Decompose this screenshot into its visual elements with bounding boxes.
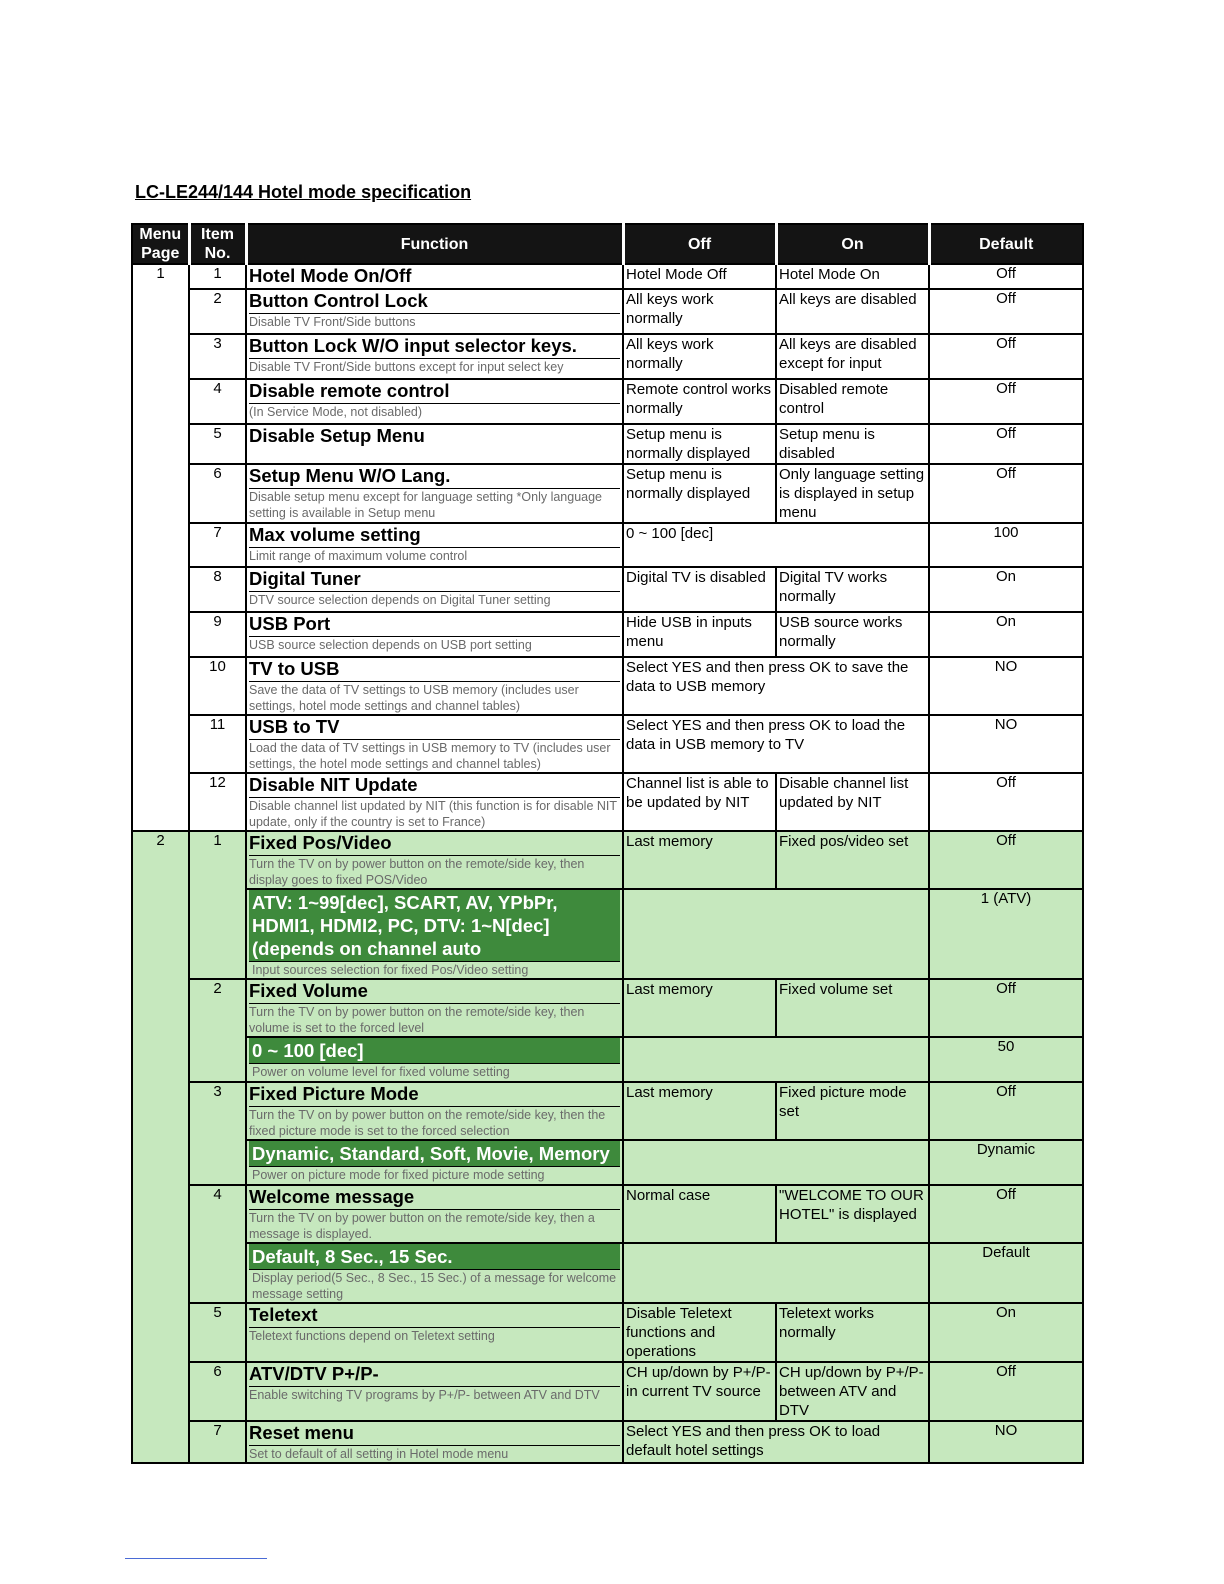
function-title: Max volume setting (249, 524, 620, 548)
function-description: (In Service Mode, not disabled) (249, 405, 423, 419)
action-value: Select YES and then press OK to load default hotel settings (623, 1421, 929, 1463)
default-value: Default (929, 1243, 1083, 1303)
table-row (132, 657, 1083, 715)
empty-cell (623, 1140, 929, 1185)
range-value: 0 ~ 100 [dec] (623, 523, 929, 567)
off-value: Normal case (623, 1185, 776, 1243)
function-cell (246, 379, 623, 424)
function-title: Fixed Volume (249, 980, 620, 1004)
default-value: Off (929, 1185, 1083, 1243)
off-value: Disable Teletext functions and operations (623, 1303, 776, 1362)
header-item-no: Item No. (189, 224, 246, 264)
off-value: CH up/down by P+/P- in current TV source (623, 1362, 776, 1421)
function-cell (246, 1243, 623, 1303)
item-number: 1 (189, 264, 246, 289)
function-cell (246, 424, 623, 464)
function-description: Turn the TV on by power button on the remote/side key, then volume is set to the forced level (249, 1005, 585, 1035)
header-on: On (776, 224, 929, 264)
function-title: Teletext (249, 1304, 620, 1328)
function-cell (246, 715, 623, 773)
function-cell (246, 1082, 623, 1140)
function-cell (246, 657, 623, 715)
function-description: Power on picture mode for fixed picture mode setting (249, 1167, 620, 1183)
table-row (132, 1185, 1083, 1243)
function-cell (246, 567, 623, 612)
off-value: Last memory (623, 1082, 776, 1140)
on-value: Disable channel list updated by NIT (776, 773, 929, 831)
function-title: TV to USB (249, 658, 620, 682)
table-row (132, 1082, 1083, 1140)
function-description: Disable TV Front/Side buttons (249, 315, 416, 329)
table-row (132, 379, 1083, 424)
on-value: Hotel Mode On (776, 264, 929, 289)
default-value: Off (929, 379, 1083, 424)
function-description: Disable TV Front/Side buttons except for input select key (249, 360, 564, 374)
table-row (132, 979, 1083, 1037)
table-row (132, 1303, 1083, 1362)
default-value: 50 (929, 1037, 1083, 1082)
on-value: Only language setting is displayed in setup menu (776, 464, 929, 523)
default-value: NO (929, 715, 1083, 773)
default-value: NO (929, 1421, 1083, 1463)
header-default: Default (929, 224, 1083, 264)
function-title: Welcome message (249, 1186, 620, 1210)
on-value: CH up/down by P+/P- between ATV and DTV (776, 1362, 929, 1421)
default-value: Dynamic (929, 1140, 1083, 1185)
on-value: Setup menu is disabled (776, 424, 929, 464)
setting-options: Dynamic, Standard, Soft, Movie, Memory (249, 1141, 620, 1167)
function-description: Load the data of TV settings in USB memory to TV (includes user settings, the hotel mode settings and channel tables) (249, 741, 611, 771)
item-number: 6 (189, 1362, 246, 1421)
function-cell (246, 1185, 623, 1243)
function-description: Display period(5 Sec., 8 Sec., 15 Sec.) of a message for welcome message setting (249, 1270, 620, 1302)
on-value: Fixed pos/video set (776, 831, 929, 889)
header-function: Function (246, 224, 623, 264)
header-off: Off (623, 224, 776, 264)
off-value: All keys work normally (623, 289, 776, 334)
function-cell (246, 334, 623, 379)
item-number: 12 (189, 773, 246, 831)
off-value: Last memory (623, 831, 776, 889)
item-number: 2 (189, 979, 246, 1082)
default-value: Off (929, 264, 1083, 289)
function-title: USB to TV (249, 716, 620, 740)
function-cell (246, 1362, 623, 1421)
empty-cell (623, 1037, 929, 1082)
on-value: Disabled remote control (776, 379, 929, 424)
table-row (132, 1421, 1083, 1463)
off-value: Setup menu is normally displayed (623, 424, 776, 464)
function-title: Disable NIT Update (249, 774, 620, 798)
default-value: Off (929, 289, 1083, 334)
off-value: Remote control works normally (623, 379, 776, 424)
table-row (132, 424, 1083, 464)
default-value: On (929, 567, 1083, 612)
off-value: Hotel Mode Off (623, 264, 776, 289)
item-number: 7 (189, 1421, 246, 1463)
table-row (132, 715, 1083, 773)
table-row (132, 1037, 1083, 1082)
hotel-mode-spec-table (131, 223, 1084, 1464)
on-value: All keys are disabled except for input (776, 334, 929, 379)
function-cell (246, 1140, 623, 1185)
setting-options: ATV: 1~99[dec], SCART, AV, YPbPr, HDMI1, HDMI2, PC, DTV: 1~N[dec](depends on channel auto (249, 890, 620, 962)
function-title: Reset menu (249, 1422, 620, 1446)
function-cell (246, 1421, 623, 1463)
item-number: 7 (189, 523, 246, 567)
table-row (132, 889, 1083, 979)
function-description: Input sources selection for fixed Pos/Video setting (249, 962, 620, 978)
menu-page-1: 1 (132, 264, 189, 831)
empty-cell (623, 1243, 929, 1303)
default-value: Off (929, 1082, 1083, 1140)
function-title: Disable Setup Menu (249, 425, 425, 446)
item-number: 3 (189, 334, 246, 379)
function-cell (246, 464, 623, 523)
function-title: Button Lock W/O input selector keys. (249, 335, 620, 359)
setting-options: Default, 8 Sec., 15 Sec. (249, 1244, 620, 1270)
table-row (132, 464, 1083, 523)
function-cell (246, 1037, 623, 1082)
function-description: Teletext functions depend on Teletext setting (249, 1329, 495, 1343)
table-row (132, 264, 1083, 289)
function-title: Fixed Picture Mode (249, 1083, 620, 1107)
header-row (132, 224, 1083, 264)
function-cell (246, 773, 623, 831)
function-description: Disable channel list updated by NIT (this function is for disable NIT update, only if the country is set to France) (249, 799, 617, 829)
function-description: Disable setup menu except for language setting *Only language setting is available in Setup menu (249, 490, 603, 520)
on-value: USB source works normally (776, 612, 929, 657)
function-title: Setup Menu W/O Lang. (249, 465, 620, 489)
default-value: Off (929, 334, 1083, 379)
function-cell (246, 264, 623, 289)
default-value: Off (929, 1362, 1083, 1421)
table-row (132, 289, 1083, 334)
default-value: Off (929, 831, 1083, 889)
off-value: All keys work normally (623, 334, 776, 379)
table-row (132, 831, 1083, 889)
item-number: 5 (189, 1303, 246, 1362)
function-title: USB Port (249, 613, 620, 637)
footer-divider (125, 1558, 267, 1559)
function-description: USB source selection depends on USB port setting (249, 638, 532, 652)
table-row (132, 1362, 1083, 1421)
function-cell (246, 523, 623, 567)
function-description: Set to default of all setting in Hotel mode menu (249, 1447, 509, 1461)
function-title: ATV/DTV P+/P- (249, 1363, 620, 1387)
function-title: Button Control Lock (249, 290, 620, 314)
item-number: 4 (189, 1185, 246, 1303)
default-value: NO (929, 657, 1083, 715)
default-value: 100 (929, 523, 1083, 567)
function-title: Digital Tuner (249, 568, 620, 592)
function-description: DTV source selection depends on Digital Tuner setting (249, 593, 551, 607)
action-value: Select YES and then press OK to load the data in USB memory to TV (623, 715, 929, 773)
function-cell (246, 979, 623, 1037)
header-menu-page: Menu Page (132, 224, 189, 264)
function-description: Save the data of TV settings to USB memory (includes user settings, hotel mode settings and channel tables) (249, 683, 579, 713)
table-row (132, 567, 1083, 612)
table-row (132, 612, 1083, 657)
action-value: Select YES and then press OK to save the data to USB memory (623, 657, 929, 715)
default-value: Off (929, 979, 1083, 1037)
function-cell (246, 889, 623, 979)
function-description: Limit range of maximum volume control (249, 549, 468, 563)
function-description: Enable switching TV programs by P+/P- between ATV and DTV (249, 1388, 600, 1402)
item-number: 11 (189, 715, 246, 773)
on-value: All keys are disabled (776, 289, 929, 334)
default-value: 1 (ATV) (929, 889, 1083, 979)
function-description: Turn the TV on by power button on the remote/side key, then display goes to fixed POS/Video (249, 857, 585, 887)
item-number: 9 (189, 612, 246, 657)
table-row (132, 334, 1083, 379)
item-number: 5 (189, 424, 246, 464)
function-cell (246, 831, 623, 889)
off-value: Hide USB in inputs menu (623, 612, 776, 657)
off-value: Last memory (623, 979, 776, 1037)
function-description: Power on volume level for fixed volume setting (249, 1064, 620, 1080)
item-number: 10 (189, 657, 246, 715)
default-value: On (929, 1303, 1083, 1362)
function-cell (246, 289, 623, 334)
function-description: Turn the TV on by power button on the remote/side key, then the fixed picture mode is set to the forced selection (249, 1108, 606, 1138)
function-title: Fixed Pos/Video (249, 832, 620, 856)
on-value: Fixed volume set (776, 979, 929, 1037)
item-number: 6 (189, 464, 246, 523)
default-value: On (929, 612, 1083, 657)
function-cell (246, 1303, 623, 1362)
on-value: Teletext works normally (776, 1303, 929, 1362)
off-value: Channel list is able to be updated by NIT (623, 773, 776, 831)
default-value: Off (929, 464, 1083, 523)
function-description: Turn the TV on by power button on the remote/side key, then a message is displayed. (249, 1211, 595, 1241)
function-title: Disable remote control (249, 380, 620, 404)
off-value: Setup menu is normally displayed (623, 464, 776, 523)
document-title: LC-LE244/144 Hotel mode specification (135, 182, 472, 202)
default-value: Off (929, 773, 1083, 831)
item-number: 1 (189, 831, 246, 979)
table-row (132, 1243, 1083, 1303)
empty-cell (623, 889, 929, 979)
table-row (132, 523, 1083, 567)
default-value: Off (929, 424, 1083, 464)
table-row (132, 773, 1083, 831)
on-value: Digital TV works normally (776, 567, 929, 612)
function-title: Hotel Mode On/Off (249, 265, 412, 286)
off-value: Digital TV is disabled (623, 567, 776, 612)
item-number: 4 (189, 379, 246, 424)
setting-options: 0 ~ 100 [dec] (249, 1038, 620, 1064)
function-cell (246, 612, 623, 657)
on-value: Fixed picture mode set (776, 1082, 929, 1140)
table-row (132, 1140, 1083, 1185)
item-number: 2 (189, 289, 246, 334)
on-value: "WELCOME TO OUR HOTEL" is displayed (776, 1185, 929, 1243)
item-number: 3 (189, 1082, 246, 1185)
item-number: 8 (189, 567, 246, 612)
menu-page-2: 2 (132, 831, 189, 1463)
